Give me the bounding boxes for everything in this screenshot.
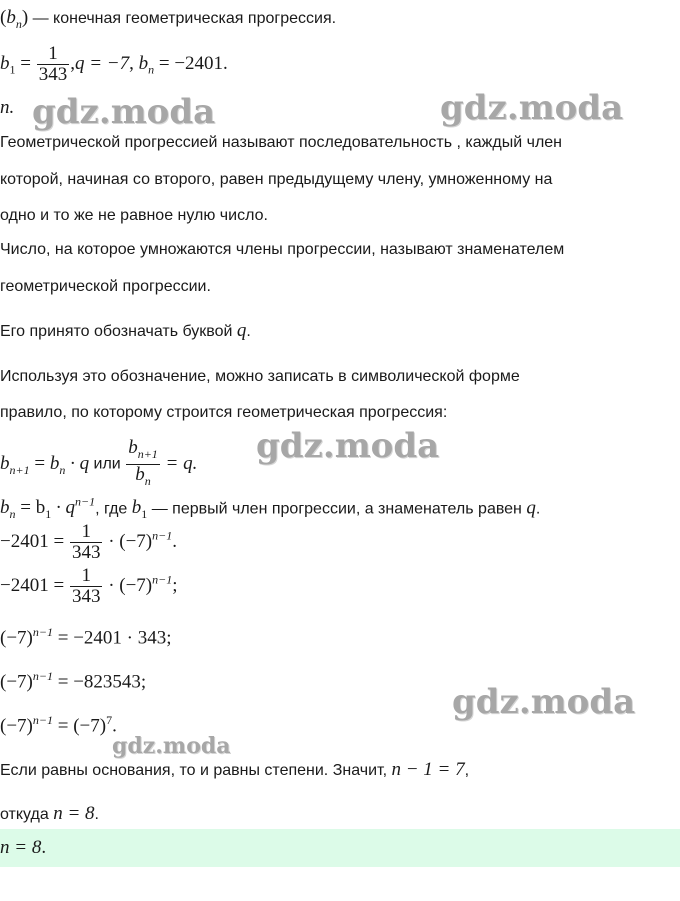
watermark-logo: gdz.moda	[32, 92, 216, 132]
symbol-line-1: Используя это обозначение, можно записать в символической форме	[0, 368, 520, 385]
equation-2: −2401 = $\frac{1}{343}$ · $(-7)^{n-1}$;	[0, 565, 178, 607]
equation-3: $(-7)^{n-1} = -2401 \cdot 343$;	[0, 625, 172, 649]
recurrence-formula: $b_{n+1} = b_n \cdot q$ или $\frac{b_{n+1}}{b_n}$ = q.	[0, 438, 197, 491]
equation-1: −2401 = $\frac{1}{343}$ · $(-7)^{n-1}$.	[0, 521, 177, 563]
ratio-fraction: $\frac{b_{n+1}}{b_n}$	[126, 438, 160, 491]
answer-value: n = 8.	[0, 837, 47, 858]
intro-line	[0, 8, 336, 34]
denote-line: Его принято обозначать буквой q.	[0, 320, 251, 341]
equation-5: $(-7)^{n-1} = (-7)^7$.	[0, 713, 117, 737]
answer-box	[0, 829, 680, 867]
intro-text: — конечная геометрическая прогрессия.	[28, 10, 337, 27]
ratio-line-1: Число, на которое умножаются члены прогрессии, называют знаменателем	[0, 241, 565, 258]
whence-line: откуда n = 8.	[0, 803, 99, 824]
watermark-logo: gdz.moda	[440, 88, 624, 128]
fraction-1-343: $\frac{1}{343}$	[38, 43, 68, 85]
definition-line-1: Геометрической прогрессией называют последовательность , каждый член	[0, 134, 563, 151]
ratio-line-2: геометрической прогрессии.	[0, 278, 211, 295]
sequence-symbol: $(b_n)$	[0, 7, 29, 31]
definition-line-3: одно и то же не равное нулю число.	[0, 207, 268, 224]
watermark-logo: gdz.moda	[256, 426, 440, 466]
watermark-logo: gdz.moda	[112, 733, 231, 759]
definition-line-2: которой, начиная со второго, равен предыдущему члену, умноженному на	[0, 171, 553, 188]
find-n-label: n.	[0, 97, 15, 118]
equation-4: $(-7)^{n-1} = -823543$;	[0, 669, 147, 693]
watermark-logo: gdz.moda	[452, 682, 636, 722]
general-term-formula: $b_n = b_1 \cdot q^{n-1}$, где $b_1$ — первый член прогрессии, а знаменатель равен q.	[0, 495, 541, 522]
symbol-line-2: правило, по которому строится геометрическая прогрессия:	[0, 404, 448, 421]
conclusion-line: Если равны основания, то и равны степени. Значит, n − 1 = 7,	[0, 759, 470, 780]
given-values: $b_1$ = $\frac{1}{343}$ ,q = −7, $b_n = -2401$.	[0, 43, 228, 85]
